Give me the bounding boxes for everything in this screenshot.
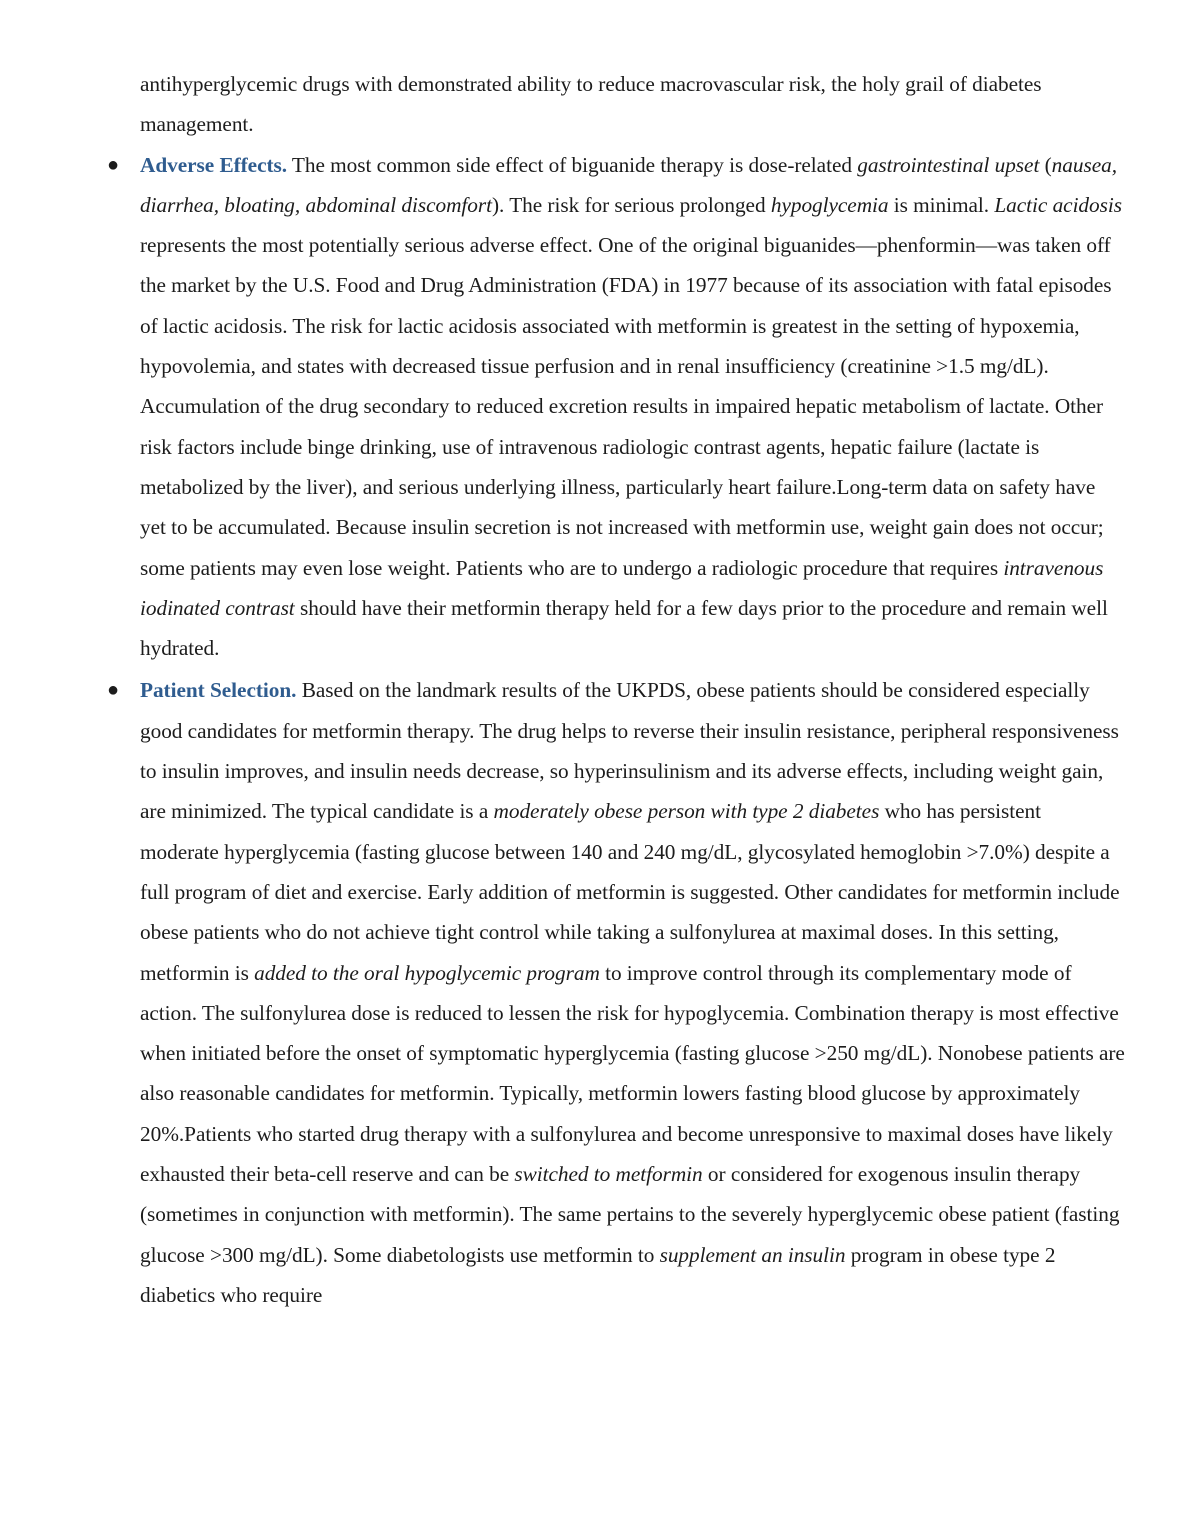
- body-text: should have their metformin therapy held for a few days prior to the procedure and remain well hydrated.: [140, 595, 1108, 661]
- heading-patient-selection: Patient Selection.: [140, 678, 297, 703]
- italic-text: hypoglycemia: [770, 192, 889, 217]
- italic-text: supplement an insulin: [659, 1242, 846, 1267]
- body-text: (: [1039, 152, 1052, 177]
- list-item-adverse-effects: [107, 145, 1125, 669]
- paragraph-adverse-effects: [140, 145, 1125, 669]
- body-text: is minimal.: [888, 192, 995, 217]
- body-text: program in obese type 2 diabetics who require: [140, 1242, 1056, 1307]
- document-body: [107, 64, 1125, 1315]
- italic-text: Lactic acidosis: [994, 192, 1122, 217]
- body-text: represents the most potentially serious adverse effect. One of the original biguanides—phenformin—was taken off the market by the U.S. Food and Drug Administration (FDA) in 1977 because of its association with fatal episodes of lactic acidosis. The risk for lactic acidosis associated with metformin is greatest in the setting of hypoxemia, hypovolemia, and states with decreased tissue perfusion and in renal insufficiency (creatinine >1.5 mg/dL). Accumulation of the drug secondary to reduced excretion results in impaired hepatic metabolism of lactate. Other risk factors include binge drinking, use of intravenous radiologic contrast agents, hepatic failure (lactate is metabolized by the liver), and serious underlying illness, particularly heart failure.Long-term data on safety have yet to be accumulated. Because insulin secretion is not increased with metformin use, weight gain does not occur; some patients may even lose weight. Patients who are to undergo a radiologic procedure that requires: [140, 233, 1112, 580]
- bullet-icon: ●: [107, 153, 120, 176]
- body-patient-selection: [140, 678, 1125, 1306]
- body-text: ). The risk for serious prolonged: [491, 192, 771, 217]
- italic-text: gastrointestinal upset: [857, 152, 1040, 177]
- body-text: The most common side effect of biguanide therapy is dose-related: [287, 152, 858, 177]
- bullet-icon: ●: [107, 679, 120, 702]
- italic-text: nausea, diarrhea, bloating, abdominal discomfort: [140, 152, 1117, 217]
- italic-text: intravenous iodinated contrast: [140, 555, 1104, 620]
- italic-text: moderately obese person with type 2 diabetes: [493, 799, 880, 824]
- heading-adverse-effects: Adverse Effects.: [140, 152, 288, 177]
- list-item-patient-selection: [107, 670, 1125, 1315]
- body-text: who has persistent moderate hyperglycemia (fasting glucose between 140 and 240 mg/dL, glycosylated hemoglobin >7.0%) despite a full program of diet and exercise. Early addition of metformin is suggested. Other candidates for metformin include obese patients who do not achieve tight control while taking a sulfonylurea at maximal doses. In this setting, metformin is: [140, 799, 1120, 985]
- italic-text: switched to metformin: [514, 1162, 703, 1187]
- intro-paragraph: antihyperglycemic drugs with demonstrated ability to reduce macrovascular risk, the holy grail of diabetes management.: [140, 72, 1042, 137]
- body-text: to improve control through its complementary mode of action. The sulfonylurea dose is reduced to lessen the risk for hypoglycemia. Combination therapy is most effective when initiated before the onset of symptomatic hyperglycemia (fasting glucose >250 mg/dL). Nonobese patients are also reasonable candidates for metformin. Typically, metformin lowers fasting blood glucose by approximately 20%.Patients who started drug therapy with a sulfonylurea and become unresponsive to maximal doses have likely exhausted their beta-cell reserve and can be: [140, 960, 1125, 1187]
- body-adverse-effects: [140, 153, 1122, 661]
- italic-text: added to the oral hypoglycemic program: [254, 960, 600, 985]
- paragraph-patient-selection: [140, 670, 1125, 1315]
- body-text: or considered for exogenous insulin therapy (sometimes in conjunction with metformin). The same pertains to the severely hyperglycemic obese patient (fasting glucose >300 mg/dL). Some diabetologists use metformin to: [140, 1162, 1120, 1267]
- body-text: Based on the landmark results of the UKPDS, obese patients should be considered especially good candidates for metformin therapy. The drug helps to reverse their insulin resistance, peripheral responsiveness to insulin improves, and insulin needs decrease, so hyperinsulinism and its adverse effects, including weight gain, are minimized. The typical candidate is a: [140, 678, 1119, 824]
